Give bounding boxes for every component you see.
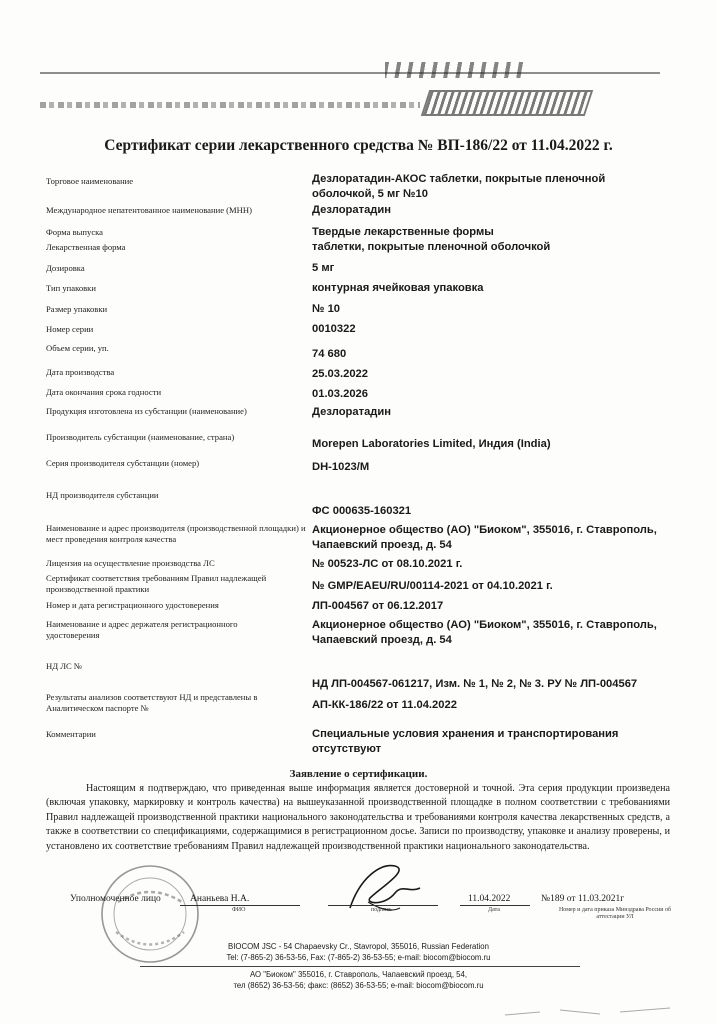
field-value: № GMP/EAEU/RU/00114-2021 от 04.10.2021 г. bbox=[312, 580, 553, 592]
field-label: Серия производителя субстанции (номер) bbox=[46, 458, 200, 468]
field-value: АП-КК-186/22 от 11.04.2022 bbox=[312, 699, 457, 711]
field-label: Тип упаковки bbox=[46, 283, 96, 293]
header-rule bbox=[40, 72, 660, 74]
field-label: НД ЛС № bbox=[46, 661, 83, 671]
bottom-scan-marks bbox=[500, 1000, 680, 1020]
field-label: Международное непатентованное наименование (МНН) bbox=[46, 205, 252, 215]
field-label: Продукция изготовлена из субстанции (наименование) bbox=[46, 406, 247, 416]
field-value: 0010322 bbox=[312, 323, 356, 335]
field-value: Акционерное общество (АО) "Биоком", 355016, г. Ставрополь, Чапаевский проезд, д. 54 bbox=[312, 524, 657, 551]
field-value: 01.03.2026 bbox=[312, 388, 368, 400]
signature-caption: подпись bbox=[371, 907, 392, 913]
field-value: контурная ячейковая упаковка bbox=[312, 282, 484, 294]
field-value: Дезлоратадин bbox=[312, 204, 392, 216]
header-faded-text bbox=[40, 102, 420, 108]
field-label: Объем серии, уп. bbox=[46, 343, 109, 353]
field-value: № 10 bbox=[312, 303, 341, 315]
field-label: Номер серии bbox=[46, 324, 94, 334]
field-label: Наименование и адрес производителя (производственной площадки) и мест проведения контроля качества bbox=[46, 523, 306, 544]
signature-date: 11.04.2022 bbox=[468, 894, 511, 904]
signatory-role: Уполномоченное лицо bbox=[70, 894, 161, 904]
field-value: 5 мг bbox=[312, 262, 335, 274]
field-label: Результаты анализов соответствуют НД и представлены в Аналитическом паспорте № bbox=[46, 692, 258, 713]
field-value: НД ЛП-004567-061217, Изм. № 1, № 2, № 3. РУ № ЛП-004567 bbox=[312, 678, 638, 690]
signature-line bbox=[328, 905, 438, 906]
field-value: Дезлоратадин-АКОС таблетки, покрытые пленочной оболочкой, 5 мг №10 bbox=[312, 173, 606, 200]
field-label: НД производителя субстанции bbox=[46, 490, 159, 500]
field-label: Сертификат соответствия требованиям Правил надлежащей производственной практики bbox=[46, 573, 267, 594]
footer-contacts-en: Tel: (7-865-2) 36-53-56, Fax: (7-865-2) 36-53-55; e-mail: biocom@biocom.ru bbox=[226, 953, 491, 962]
field-value: Morepen Laboratories Limited, Индия (India) bbox=[312, 438, 551, 450]
field-value: DH-1023/M bbox=[312, 461, 370, 473]
order-caption: Номер и дата приказа Минздрава России об аттестации УЛ bbox=[558, 907, 672, 920]
field-value: Акционерное общество (АО) "Биоком", 355016, г. Ставрополь, Чапаевский проезд, д. 54 bbox=[312, 619, 657, 646]
field-value: таблетки, покрытые пленочной оболочкой bbox=[312, 241, 551, 253]
field-value: № 00523-ЛС от 08.10.2021 г. bbox=[312, 558, 463, 570]
field-value: 74 680 bbox=[312, 348, 347, 360]
order-number: №189 от 11.03.2021г bbox=[541, 894, 625, 904]
footer-english bbox=[0, 941, 717, 963]
footer-address-en: BIOCOM JSC - 54 Chapaevsky Cr., Stavropol, 355016, Russian Federation bbox=[228, 942, 489, 951]
field-value: ЛП-004567 от 06.12.2017 bbox=[312, 600, 444, 612]
field-label: Дозировка bbox=[46, 263, 85, 273]
field-label: Производитель субстанции (наименование, страна) bbox=[46, 432, 235, 442]
field-label: Дата производства bbox=[46, 367, 115, 377]
statement-text: Настоящим я подтверждаю, что приведенная выше информация является достоверной и точной. Эта серия продукции произведена (включая упаковку, маркировку и контроль качества) на вышеуказанной производственной площадке в полном соответствии с требованиями Правил надлежащей производственной практики национального законодательства и требованиями контроля качества лекарственных средств, а также в соответствии со спецификациями, содержащимися в регистрационном досье. Записи по производству, упаковке и анализу проверены, и установлено их соответствие требованиям Правил надлежащей производственной практики национального законодательства. bbox=[46, 783, 670, 852]
field-label: Размер упаковки bbox=[46, 304, 108, 314]
field-label: Номер и дата регистрационного удостоверения bbox=[46, 600, 219, 610]
date-caption: Дата bbox=[488, 907, 500, 913]
field-label: Торговое наименование bbox=[46, 176, 134, 186]
field-label: Форма выпуска bbox=[46, 227, 103, 237]
field-label: Дата окончания срока годности bbox=[46, 387, 162, 397]
field-label: Лекарственная форма bbox=[46, 242, 126, 252]
name-caption: ФИО bbox=[232, 907, 246, 913]
footer-contacts-ru: тел (8652) 36-53-56; факс: (8652) 36-53-55; e-mail: biocom@biocom.ru bbox=[233, 981, 484, 990]
footer-address-ru: АО "Биоком" 355016, г. Ставрополь, Чапаевский проезд, 54, bbox=[250, 970, 467, 979]
statement-title: Заявление о сертификации. bbox=[289, 768, 428, 780]
signatory-name: Ананьева Н.А. bbox=[190, 894, 250, 904]
name-line bbox=[180, 905, 300, 906]
field-label: Наименование и адрес держателя регистрационного удостоверения bbox=[46, 619, 238, 640]
field-label: Лицензия на осуществление производства ЛС bbox=[46, 558, 215, 568]
field-value: Специальные условия хранения и транспортирования отсутствуют bbox=[312, 728, 619, 755]
field-value: Дезлоратадин bbox=[312, 406, 392, 418]
field-value: ФС 000635-160321 bbox=[312, 505, 412, 517]
field-value: 25.03.2022 bbox=[312, 368, 368, 380]
certificate-title: Сертификат серии лекарственного средства № ВП-186/22 от 11.04.2022 г. bbox=[104, 137, 613, 154]
biocom-logo bbox=[421, 90, 593, 116]
field-value: Твердые лекарственные формы bbox=[312, 226, 494, 238]
footer-divider bbox=[140, 966, 580, 967]
header-logo-upper bbox=[385, 62, 525, 78]
field-label: Комментарии bbox=[46, 729, 96, 739]
date-line bbox=[460, 905, 530, 906]
footer-russian bbox=[0, 969, 717, 991]
